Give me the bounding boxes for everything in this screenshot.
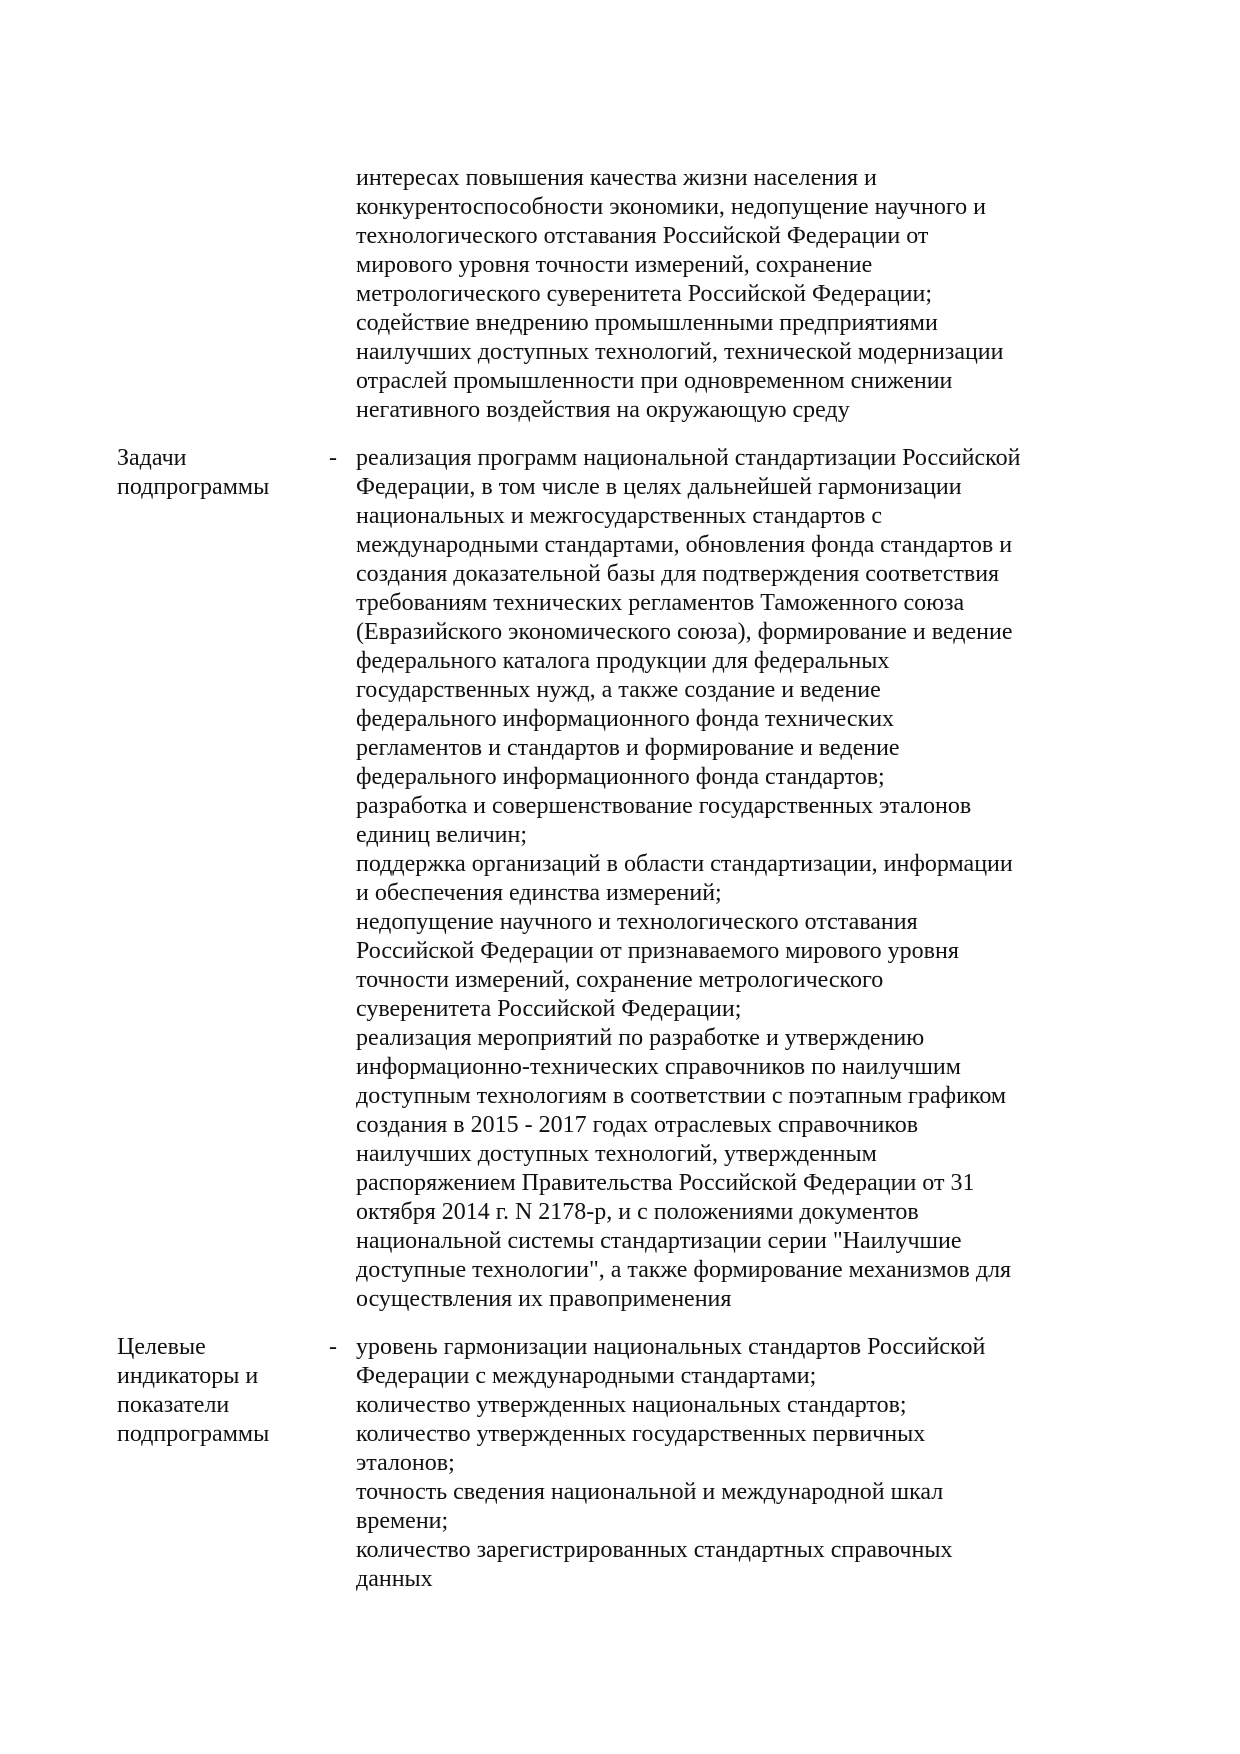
content-line: данных bbox=[356, 1566, 433, 1592]
row-label-line: Задачи bbox=[117, 445, 187, 471]
content-line: технологического отставания Российской Федерации от bbox=[356, 223, 929, 249]
row-label-line: подпрограммы bbox=[117, 1421, 270, 1447]
content-line: создания доказательной базы для подтверждения соответствия bbox=[356, 561, 1000, 587]
row-content bbox=[356, 444, 1020, 1314]
content-line: негативного воздействия на окружающую среду bbox=[356, 397, 850, 423]
content-line: реализация программ национальной стандартизации Российской bbox=[356, 445, 1021, 471]
passport-row bbox=[0, 1333, 1240, 1594]
content-line: распоряжением Правительства Российской Федерации от 31 bbox=[356, 1170, 975, 1196]
content-line: уровень гармонизации национальных стандартов Российской bbox=[356, 1334, 986, 1360]
content-line: количество зарегистрированных стандартных справочных bbox=[356, 1537, 953, 1563]
row-label bbox=[117, 1333, 329, 1594]
row-dash: - bbox=[329, 445, 337, 471]
content-line: суверенитета Российской Федерации; bbox=[356, 996, 742, 1022]
content-line: точности измерений, сохранение метрологического bbox=[356, 967, 884, 993]
content-line: количество утвержденных государственных первичных bbox=[356, 1421, 926, 1447]
content-line: точность сведения национальной и международной шкал bbox=[356, 1479, 944, 1505]
content-line: международными стандартами, обновления фонда стандартов и bbox=[356, 532, 1013, 558]
content-line: интересах повышения качества жизни населения и bbox=[356, 165, 877, 191]
row-dash bbox=[329, 164, 356, 425]
document-page bbox=[0, 164, 1240, 1594]
content-line: количество утвержденных национальных стандартов; bbox=[356, 1392, 907, 1418]
content-line: национальных и межгосударственных стандартов с bbox=[356, 503, 883, 529]
content-line: единиц величин; bbox=[356, 822, 528, 848]
content-line: октября 2014 г. N 2178-р, и с положениями документов bbox=[356, 1199, 919, 1225]
passport-row bbox=[0, 164, 1240, 425]
content-line: содействие внедрению промышленными предприятиями bbox=[356, 310, 938, 336]
content-line: федерального каталога продукции для федеральных bbox=[356, 648, 890, 674]
content-line: наилучших доступных технологий, технической модернизации bbox=[356, 339, 1004, 365]
content-line: Российской Федерации от признаваемого мирового уровня bbox=[356, 938, 959, 964]
row-dash: - bbox=[329, 1334, 337, 1360]
row-label bbox=[117, 444, 329, 1314]
content-line: регламентов и стандартов и формирование и ведение bbox=[356, 735, 900, 761]
content-line: конкурентоспособности экономики, недопущение научного и bbox=[356, 194, 986, 220]
content-line: Федерации с международными стандартами; bbox=[356, 1363, 817, 1389]
content-line: осуществления их правоприменения bbox=[356, 1286, 732, 1312]
content-line: доступные технологии", а также формирование механизмов для bbox=[356, 1257, 1012, 1283]
content-line: доступным технологиям в соответствии с поэтапным графиком bbox=[356, 1083, 1007, 1109]
row-label-line: индикаторы и bbox=[117, 1363, 259, 1389]
content-line: федерального информационного фонда стандартов; bbox=[356, 764, 885, 790]
content-line: федерального информационного фонда технических bbox=[356, 706, 895, 732]
content-line: реализация мероприятий по разработке и утверждению bbox=[356, 1025, 925, 1051]
row-label-line: подпрограммы bbox=[117, 474, 270, 500]
content-line: метрологического суверенитета Российской Федерации; bbox=[356, 281, 933, 307]
row-content bbox=[356, 164, 1004, 425]
row-label bbox=[117, 164, 329, 425]
content-line: государственных нужд, а также создание и ведение bbox=[356, 677, 881, 703]
content-line: поддержка организаций в области стандартизации, информации bbox=[356, 851, 1013, 877]
content-line: создания в 2015 - 2017 годах отраслевых справочников bbox=[356, 1112, 919, 1138]
content-line: требованиям технических регламентов Таможенного союза bbox=[356, 590, 965, 616]
content-line: отраслей промышленности при одновременном снижении bbox=[356, 368, 953, 394]
content-line: информационно-технических справочников по наилучшим bbox=[356, 1054, 961, 1080]
content-line: мирового уровня точности измерений, сохранение bbox=[356, 252, 873, 278]
content-line: национальной системы стандартизации серии "Наилучшие bbox=[356, 1228, 962, 1254]
content-line: эталонов; bbox=[356, 1450, 455, 1476]
content-line: разработка и совершенствование государственных эталонов bbox=[356, 793, 972, 819]
content-line: наилучших доступных технологий, утвержденным bbox=[356, 1141, 877, 1167]
row-content bbox=[356, 1333, 985, 1594]
passport-row bbox=[0, 444, 1240, 1314]
content-line: недопущение научного и технологического отставания bbox=[356, 909, 918, 935]
content-line: и обеспечения единства измерений; bbox=[356, 880, 722, 906]
content-line: Федерации, в том числе в целях дальнейшей гармонизации bbox=[356, 474, 962, 500]
row-label-line: Целевые bbox=[117, 1334, 206, 1360]
row-label-line: показатели bbox=[117, 1392, 230, 1418]
content-line: (Евразийского экономического союза), формирование и ведение bbox=[356, 619, 1013, 645]
content-line: времени; bbox=[356, 1508, 449, 1534]
